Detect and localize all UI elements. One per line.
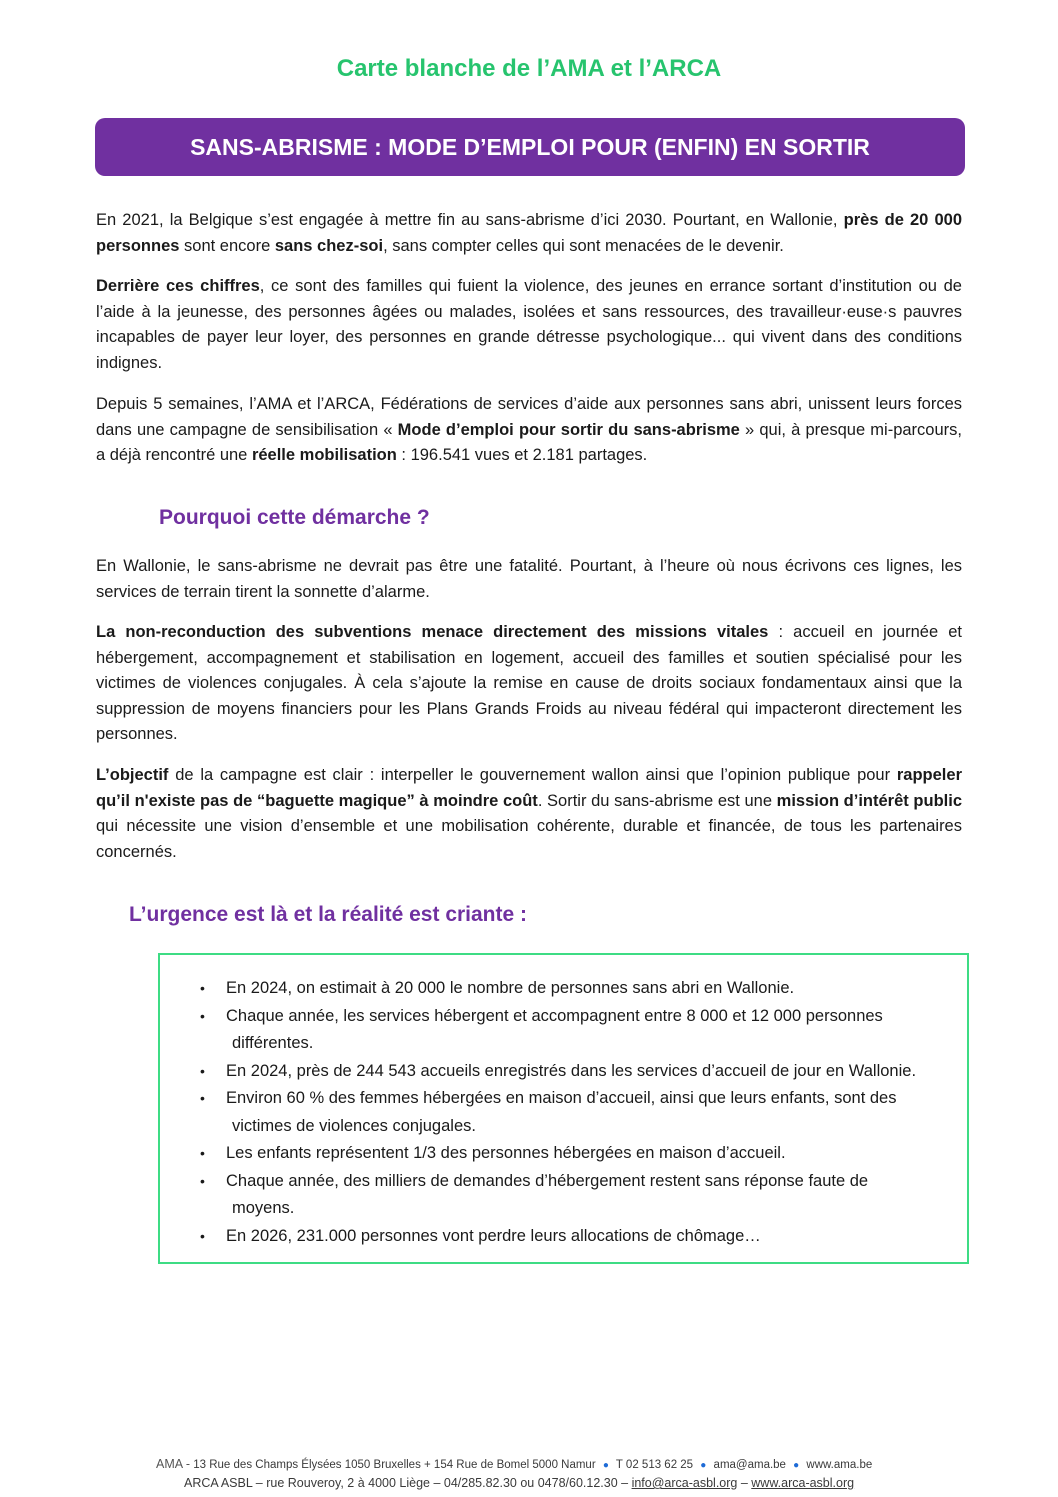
bullet-icon: • (200, 1007, 205, 1024)
list-item (196, 1168, 946, 1223)
text-run: qui nécessite une vision d’ensemble et une mobilisation cohérente, durable et financée, de tous les partenaires concernés. (96, 817, 962, 861)
text-run: de la campagne est clair : interpeller le gouvernement wallon ainsi que l’opinion publique pour (168, 766, 897, 784)
bold-text: La non-reconduction des subventions menace directement des missions vitales (96, 623, 769, 641)
intro-paragraph-1 (96, 208, 962, 259)
dot-separator-icon: ● (602, 1460, 609, 1471)
bullet-icon: • (200, 1090, 205, 1106)
title-banner: SANS-ABRISME : MODE D’EMPLOI POUR (ENFIN) EN SORTIR (95, 118, 965, 176)
list-item-text: Chaque année, des milliers de demandes d’hébergement restent sans réponse faute de (226, 1171, 869, 1190)
facts-box (158, 953, 969, 1264)
footer-ama-line (156, 1455, 872, 1475)
bold-text: L’objectif (96, 766, 169, 784)
list-item-text: En 2024, près de 244 543 accueils enregistrés dans les services d’accueil de jour en Wallonie. (226, 1061, 917, 1080)
list-item (196, 1003, 946, 1058)
list-item-text: Environ 60 % des femmes hébergées en maison d’accueil, ainsi que leurs enfants, sont des (226, 1089, 897, 1107)
intro-paragraph-3 (96, 392, 962, 469)
text-run: , ce sont des familles qui fuient la violence, des jeunes en errance sortant d’institution ou de l’aide à la jeunesse, des personnes âgées ou malades, isolées et sans ressources, des travailleur·euse·s pauvres incapables de payer leur loyer, des personnes en grande détresse psychologique... qui vivent dans des conditions indignes. (96, 277, 962, 372)
list-item (196, 1223, 946, 1251)
section1-paragraph-1: En Wallonie, le sans-abrisme ne devrait pas être une fatalité. Pourtant, à l’heure où nous écrivons ces lignes, les services de terrain tirent la sonnette d’alarme. (96, 557, 962, 601)
text-run: Depuis 5 semaines, l’AMA et l’ARCA, Fédérations de services d’aide aux personnes sans abri, unissent leurs forces dans une campagne de sensibilisation « (96, 395, 962, 439)
list-item (196, 1058, 946, 1086)
text-run: sont encore (179, 236, 275, 255)
intro-paragraph-2 (96, 274, 962, 376)
footer-ama-label: AMA - (156, 1457, 191, 1471)
footer-arca-web-link[interactable]: www.arca-asbl.org (751, 1476, 855, 1490)
footer-arca-separator: – (737, 1476, 752, 1490)
text-run: , sans compter celles qui sont menacées de le devenir. (383, 236, 784, 255)
facts-list (196, 975, 946, 1250)
footer-arca-email-link[interactable]: info@arca-asbl.org (631, 1476, 738, 1490)
section1-paragraph-2 (96, 620, 962, 748)
bold-text: Derrière ces chiffres (96, 277, 260, 295)
list-item (196, 975, 946, 1003)
footer-ama-email[interactable]: ama@ama.be (713, 1459, 786, 1471)
dot-separator-icon: ● (793, 1460, 800, 1471)
section1-paragraph-3 (96, 763, 962, 865)
list-item-text: Les enfants représentent 1/3 des personnes hébergées en maison d’accueil. (226, 1144, 786, 1162)
bullet-icon: • (200, 980, 205, 996)
bold-text: sans chez-soi (274, 236, 384, 255)
list-item-continuation: moyens. (232, 1199, 295, 1217)
footer-arca-text: ARCA ASBL – rue Rouveroy, 2 à 4000 Liège – 04/285.82.30 ou 0478/60.12.30 – (184, 1476, 632, 1490)
bold-text: près de 20 000 personnes (96, 211, 962, 255)
text-run: » qui, à presque mi-parcours, a déjà rencontré une (96, 420, 962, 464)
list-item (196, 1140, 946, 1168)
bold-text: mission d’intérêt public (776, 791, 962, 810)
section-heading-urgence: L’urgence est là et la réalité est criante : (129, 903, 528, 926)
bold-text: rappeler qu’il n'existe pas de “baguette magique” à moindre coût (96, 766, 962, 810)
bold-text: réelle mobilisation (251, 446, 397, 464)
list-item-continuation: victimes de violences conjugales. (232, 1116, 476, 1135)
list-item-text: En 2026, 231.000 personnes vont perdre leurs allocations de chômage… (226, 1226, 761, 1245)
bullet-icon: • (200, 1062, 205, 1079)
section-heading-pourquoi: Pourquoi cette démarche ? (159, 506, 430, 529)
bold-text: Mode d’emploi pour sortir du sans-abrisme (397, 420, 740, 439)
footer-ama-phone: T 02 513 62 25 (615, 1459, 694, 1471)
list-item-text: Chaque année, les services hébergent et accompagnent entre 8 000 et 12 000 personnes (226, 1006, 883, 1025)
document-title: Carte blanche de l’AMA et l’ARCA (336, 55, 722, 82)
bullet-icon: • (200, 1145, 205, 1161)
text-run: : accueil en journée et hébergement, accompagnement et stabilisation en logement, accueil des familles et soutien spécialisé pour les victimes de violences conjugales. À cela s’ajoute la remise en cause de droits sociaux fondamentaux ainsi que la suppression de moyens financiers pour les Plans Grands Froids au niveau fédéral qui impacteront directement les personnes. (96, 623, 962, 743)
footer-ama-address: 13 Rue des Champs Élysées 1050 Bruxelles + 154 Rue de Bomel 5000 Namur (193, 1459, 596, 1471)
list-item-continuation: différentes. (232, 1034, 314, 1052)
footer-arca-line (184, 1474, 854, 1492)
footer-ama-web[interactable]: www.ama.be (806, 1459, 873, 1471)
bullet-icon: • (200, 1172, 205, 1189)
list-item-text: En 2024, on estimait à 20 000 le nombre de personnes sans abri en Wallonie. (226, 979, 795, 997)
list-item (196, 1085, 946, 1140)
bullet-icon: • (200, 1227, 205, 1244)
text-run: En 2021, la Belgique s’est engagée à mettre fin au sans-abrisme d’ici 2030. Pourtant, en Wallonie, (96, 211, 844, 229)
dot-separator-icon: ● (700, 1460, 707, 1471)
text-run: : 196.541 vues et 2.181 partages. (396, 446, 648, 464)
text-run: . Sortir du sans-abrisme est une (537, 791, 777, 810)
